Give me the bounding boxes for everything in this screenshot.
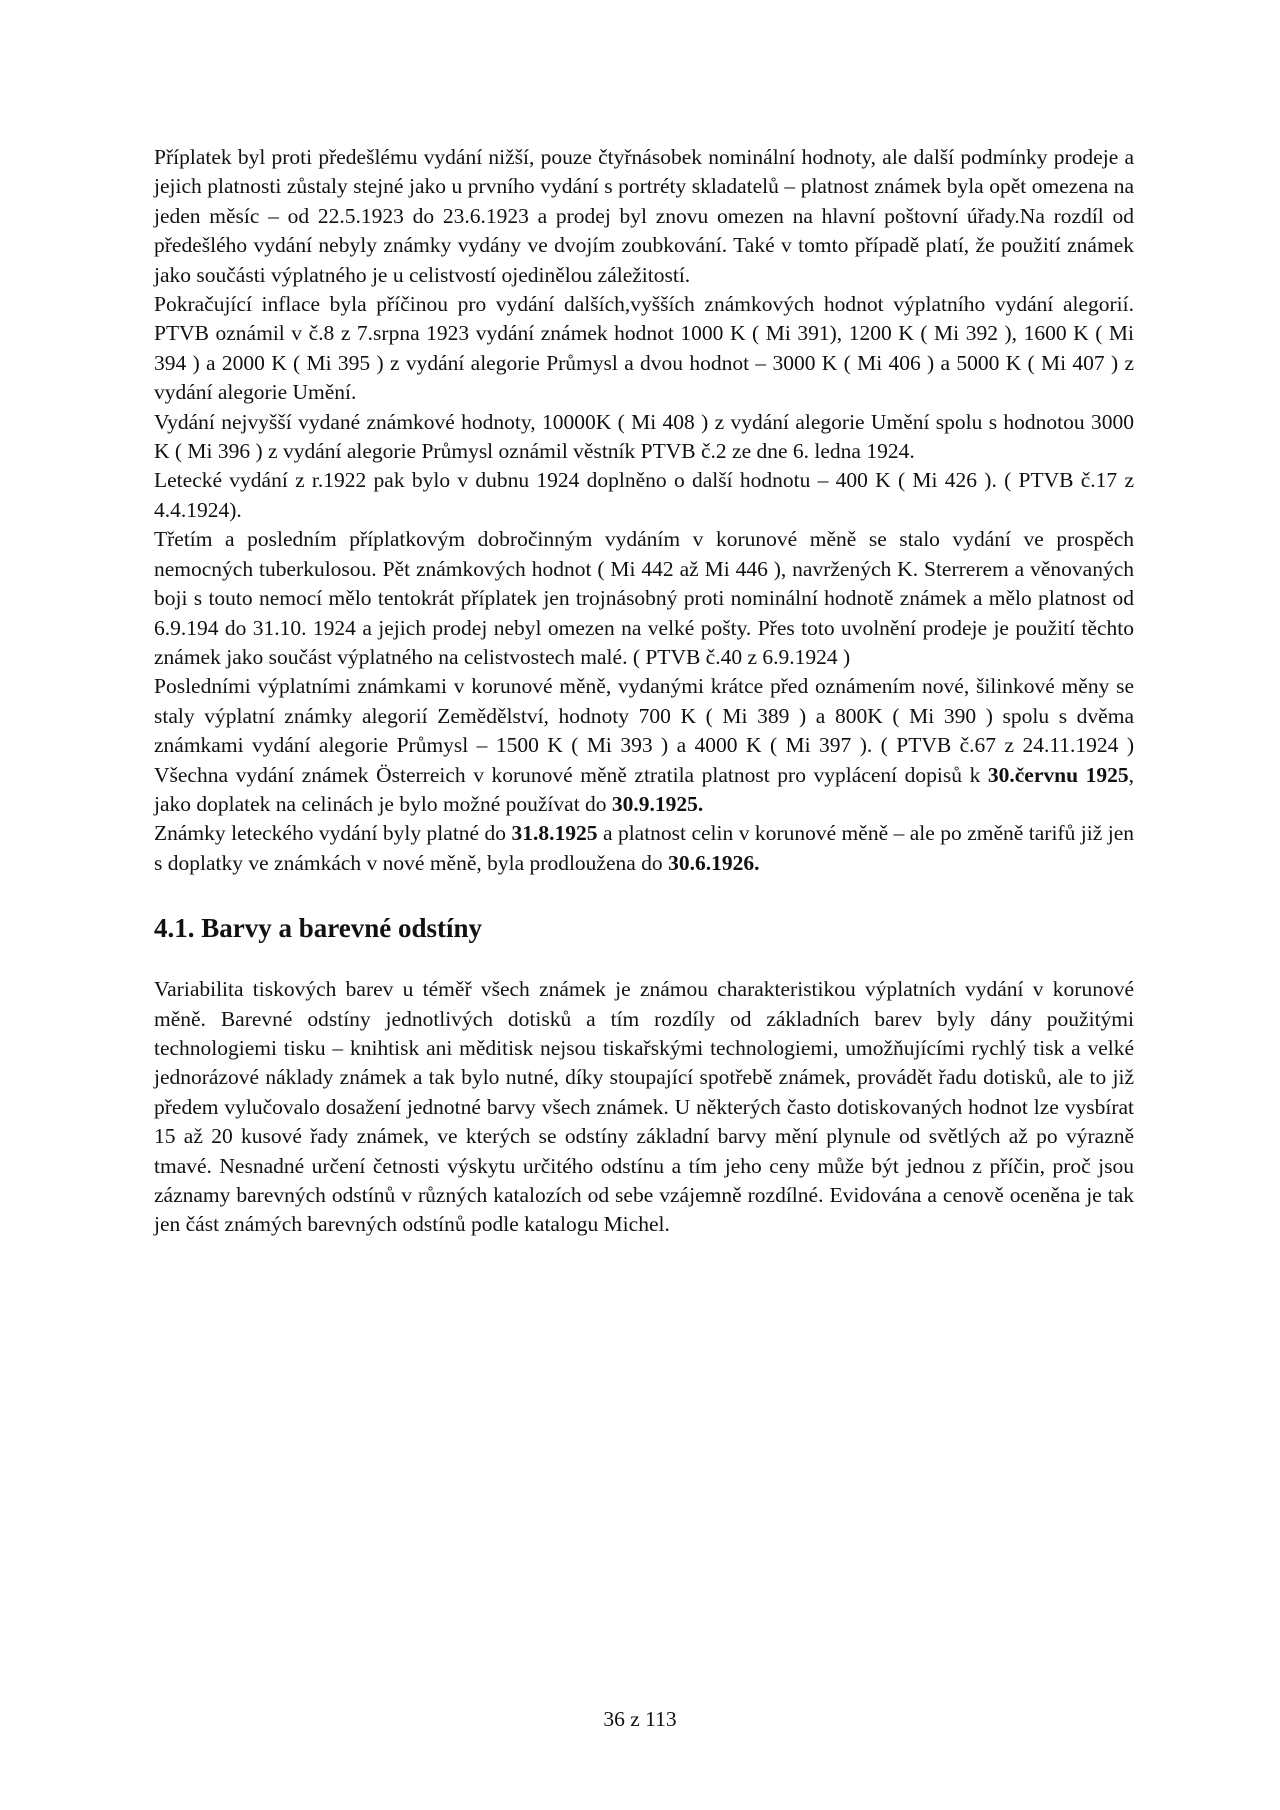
bold-date: 30.červnu 1925: [987, 762, 1129, 787]
paragraph-surcharge: Příplatek byl proti předešlému vydání nižší, pouze čtyřnásobek nominální hodnoty, ale další podmínky prodeje a jejich platnosti zůstaly stejné jako u prvního vydání s portréty skladatelů – platnost známek byla opět omezena na jeden měsíc – od 22.5.1923 do 23.6.1923 a prodej byl znovu omezen na hlavní poštovní úřady.Na rozdíl od předešlého vydání nebyly známky vydány ve dvojím zoubkování. Také v tomto případě platí, že použití známek jako součásti výplatného je u celistvostí ojedinělou záležitostí.: [154, 145, 1134, 287]
text-run: , jako doplatek na celinách je bylo možné používat do: [154, 762, 1134, 816]
paragraph-inflation: Pokračující inflace byla příčinou pro vydání dalších,vyšších známkových hodnot výplatního vydání alegorií. PTVB oznámil v č.8 z 7.srpna 1923 vydání známek hodnot 1000 K ( Mi 391), 1200 K ( Mi 392 ), 1600 K ( Mi 394 ) a 2000 K ( Mi 395 ) z vydání alegorie Průmysl a dvou hodnot – 3000 K ( Mi 406 ) a 5000 K ( Mi 407 ) z vydání alegorie Umění.: [154, 292, 1134, 405]
bold-date: 30.6.1926.: [668, 850, 760, 875]
section-heading: 4.1. Barvy a barevné odstíny: [154, 913, 483, 944]
paragraph-tuberculosis: Třetím a posledním příplatkovým dobročinným vydáním v korunové měně se stalo vydání ve prospěch nemocných tuberkulosou. Pět známkových hodnot ( Mi 442 až Mi 446 ), navržených K. Sterrerem a věnovaných boji s touto nemocí mělo tentokrát příplatek jen trojnásobný proti nominální hodnotě známek a mělo platnost od 6.9.194 do 31.10. 1924 a jejich prodej nebyl omezen na velké pošty. Přes toto uvolnění prodeje je použití těchto známek jako součást výplatného na celistvostech malé. ( PTVB č.40 z 6.9.1924 ): [154, 527, 1134, 669]
paragraph-last-stamps: [154, 672, 1134, 819]
page-number: 36 z 113: [603, 1707, 677, 1731]
bold-date: 31.8.1925: [511, 821, 598, 846]
body-text-colors: [154, 975, 1134, 1240]
bold-date: 30.9.1925.: [611, 791, 704, 816]
text-run: Známky leteckého vydání byly platné do: [154, 821, 512, 846]
document-page: [154, 143, 1134, 1240]
paragraph-colors: Variabilita tiskových barev u téměř všech známek je známou charakteristikou výplatních vydání v korunové měně. Barevné odstíny jednotlivých dotisků a tím rozdíly od základních barev byly dány použitými technologiemi tisku – knihtisk ani měditisk nejsou tiskařskými technologiemi, umožňujícími rychlý tisk a velké jednorázové náklady známek a tak bylo nutné, díky stoupající spotřebě známek, provádět řadu dotisků, ale to již předem vylučovalo dosažení jednotné barvy všech známek. U některých často dotiskovaných hodnot lze vysbírat 15 až 20 kusové řady známek, ve kterých se odstíny základní barvy mění plynule od světlých až po výrazně tmavé. Nesnadné určení četnosti výskytu určitého odstínu a tím jeho ceny může být jednou z příčin, proč jsou záznamy barevných odstínů v různých katalozích od sebe vzájemně rozdílné. Evidována a cenově oceněna je tak jen část známých barevných odstínů podle katalogu Michel.: [154, 977, 1134, 1237]
paragraph-highest-value: Vydání nejvyšší vydané známkové hodnoty, 10000K ( Mi 408 ) z vydání alegorie Umění spolu s hodnotou 3000 K ( Mi 396 ) z vydání alegorie Průmysl oznámil věstník PTVB č.2 ze dne 6. ledna 1924.: [154, 409, 1134, 464]
body-text-section: [154, 143, 1134, 878]
paragraph-validity: [154, 819, 1134, 878]
paragraph-airmail: Letecké vydání z r.1922 pak bylo v dubnu 1924 doplněno o další hodnotu – 400 K ( Mi 426 ). ( PTVB č.17 z 4.4.1924).: [154, 468, 1134, 522]
text-run: a platnost celin v korunové měně – ale po změně tarifů již jen s doplatky ve známkách v nové měně, byla prodloužena do: [154, 821, 1134, 875]
text-run: Posledními výplatními známkami v korunové měně, vydanými krátce před oznámením nové, šilinkové měny se staly výplatní známky alegorií Zemědělství, hodnoty 700 K ( Mi 389 ) a 800K ( Mi 390 ) spolu s dvěma známkami vydání alegorie Průmysl – 1500 K ( Mi 393 ) a 4000 K ( Mi 397 ). ( PTVB č.67 z 24.11.1924 ) Všechna vydání známek Österreich v korunové měně ztratila platnost pro vyplácení dopisů k: [154, 674, 1134, 787]
